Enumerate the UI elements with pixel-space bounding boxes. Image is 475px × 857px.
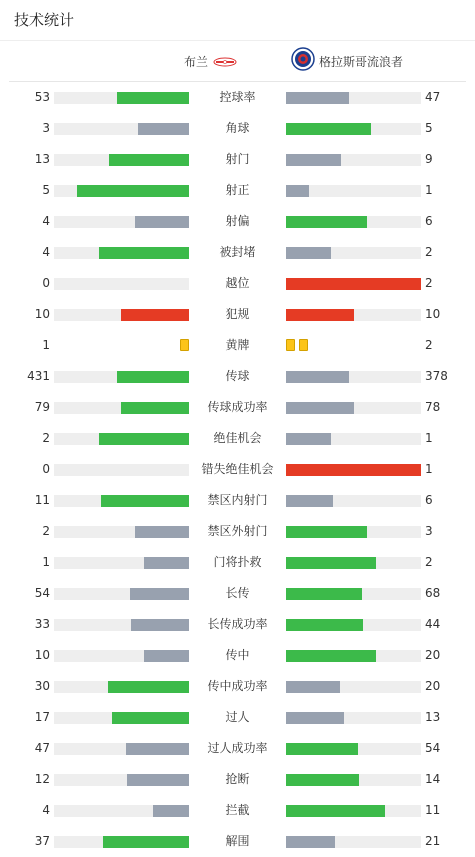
stat-row bbox=[0, 113, 475, 144]
home-stat-value: 53 bbox=[34, 90, 50, 104]
home-stat-bar-fill bbox=[112, 712, 189, 724]
home-stat-bar bbox=[54, 774, 189, 786]
away-stat-bar bbox=[286, 123, 421, 135]
away-stat-bar bbox=[286, 650, 421, 662]
away-stat-value: 47 bbox=[425, 90, 441, 104]
home-stat-bar-fill bbox=[135, 526, 189, 538]
stat-row bbox=[0, 640, 475, 671]
home-stat-bar-fill bbox=[138, 123, 189, 135]
away-stat-value: 3 bbox=[425, 524, 433, 538]
stat-row bbox=[0, 392, 475, 423]
away-stat-value: 10 bbox=[425, 307, 441, 321]
away-stat-value: 6 bbox=[425, 493, 433, 507]
away-stat-bar-fill bbox=[286, 216, 367, 228]
home-stat-bar bbox=[54, 650, 189, 662]
home-stat-value: 11 bbox=[34, 493, 50, 507]
away-stat-bar bbox=[286, 743, 421, 755]
away-stat-value: 21 bbox=[425, 834, 441, 848]
away-stat-value: 78 bbox=[425, 400, 441, 414]
home-stat-bar bbox=[54, 557, 189, 569]
stat-label: 过人 bbox=[225, 710, 250, 724]
away-yellow-cards bbox=[286, 339, 421, 353]
home-stat-bar bbox=[54, 402, 189, 414]
stat-label: 绝佳机会 bbox=[213, 431, 262, 445]
page-title: 技术统计 bbox=[0, 0, 475, 41]
stat-label: 抢断 bbox=[225, 772, 250, 786]
home-stat-bar-fill bbox=[144, 557, 189, 569]
away-stat-bar bbox=[286, 557, 421, 569]
away-stat-value: 20 bbox=[425, 679, 441, 693]
away-stat-value: 378 bbox=[425, 369, 448, 383]
home-stat-bar-fill bbox=[108, 681, 189, 693]
home-stat-bar-fill bbox=[130, 588, 189, 600]
away-stat-bar-fill bbox=[286, 526, 367, 538]
away-stat-bar-fill bbox=[286, 743, 358, 755]
home-stat-value: 4 bbox=[42, 214, 50, 228]
away-stat-bar bbox=[286, 309, 421, 321]
home-stat-bar bbox=[54, 123, 189, 135]
stat-label: 被封堵 bbox=[219, 245, 256, 259]
away-stat-value: 1 bbox=[425, 431, 433, 445]
home-stat-value: 37 bbox=[34, 834, 50, 848]
stat-row bbox=[0, 516, 475, 547]
stats-table bbox=[0, 82, 475, 857]
rangers-crest-icon bbox=[291, 47, 315, 75]
home-stat-bar-fill bbox=[101, 495, 189, 507]
away-stat-bar bbox=[286, 526, 421, 538]
away-stat-bar bbox=[286, 588, 421, 600]
away-stat-bar-fill bbox=[286, 92, 349, 104]
stat-row bbox=[0, 423, 475, 454]
home-stat-value: 2 bbox=[42, 524, 50, 538]
stat-label: 射正 bbox=[225, 183, 250, 197]
away-stat-bar-fill bbox=[286, 712, 344, 724]
home-stat-value: 1 bbox=[42, 555, 50, 569]
home-stat-bar bbox=[54, 433, 189, 445]
away-stat-bar-fill bbox=[286, 495, 333, 507]
stat-row bbox=[0, 361, 475, 392]
stat-label: 门将扑救 bbox=[213, 555, 262, 569]
away-stat-bar-fill bbox=[286, 247, 331, 259]
stat-label: 解围 bbox=[225, 834, 250, 848]
home-stat-bar bbox=[54, 185, 189, 197]
stat-label: 传球 bbox=[225, 369, 250, 383]
home-stat-value: 10 bbox=[34, 648, 50, 662]
away-stat-value: 9 bbox=[425, 152, 433, 166]
home-stat-value: 47 bbox=[34, 741, 50, 755]
away-team-name: 格拉斯哥流浪者 bbox=[319, 54, 404, 69]
away-stat-bar-fill bbox=[286, 619, 363, 631]
stat-row bbox=[0, 237, 475, 268]
away-stat-bar-fill bbox=[286, 774, 359, 786]
away-stat-bar bbox=[286, 247, 421, 259]
stat-row bbox=[0, 609, 475, 640]
stat-label: 越位 bbox=[225, 276, 250, 290]
home-stat-bar-fill bbox=[144, 650, 189, 662]
home-stat-bar bbox=[54, 681, 189, 693]
away-stat-value: 14 bbox=[425, 772, 441, 786]
away-stat-bar-fill bbox=[286, 433, 331, 445]
stat-row bbox=[0, 826, 475, 857]
away-stat-bar-fill bbox=[286, 650, 376, 662]
stat-row bbox=[0, 485, 475, 516]
away-stat-bar bbox=[286, 185, 421, 197]
home-stat-value: 2 bbox=[42, 431, 50, 445]
away-stat-bar-fill bbox=[286, 557, 376, 569]
stat-label: 过人成功率 bbox=[207, 741, 268, 755]
away-stat-value: 2 bbox=[425, 276, 433, 290]
home-stat-value: 13 bbox=[34, 152, 50, 166]
away-stat-bar bbox=[286, 774, 421, 786]
home-stat-bar-fill bbox=[121, 402, 189, 414]
stat-row bbox=[0, 206, 475, 237]
home-stat-bar-fill bbox=[103, 836, 189, 848]
away-stat-bar-fill bbox=[286, 278, 421, 290]
away-stat-bar bbox=[286, 278, 421, 290]
away-stat-bar-fill bbox=[286, 402, 354, 414]
home-stat-value: 33 bbox=[34, 617, 50, 631]
away-stat-value: 11 bbox=[425, 803, 441, 817]
home-stat-bar-fill bbox=[127, 774, 189, 786]
stat-row bbox=[0, 144, 475, 175]
teams-header bbox=[9, 41, 466, 82]
home-stat-value: 431 bbox=[27, 369, 50, 383]
home-stat-value: 5 bbox=[42, 183, 50, 197]
stat-label: 拦截 bbox=[225, 803, 250, 817]
home-stat-value: 79 bbox=[34, 400, 50, 414]
away-stat-value: 68 bbox=[425, 586, 441, 600]
away-stat-bar bbox=[286, 464, 421, 476]
home-stat-bar-fill bbox=[117, 92, 189, 104]
stat-label: 角球 bbox=[225, 121, 250, 135]
home-stat-bar-fill bbox=[135, 216, 189, 228]
home-stat-bar bbox=[54, 526, 189, 538]
home-yellow-cards bbox=[54, 339, 189, 353]
away-stat-bar bbox=[286, 154, 421, 166]
home-stat-bar bbox=[54, 154, 189, 166]
away-stat-bar bbox=[286, 619, 421, 631]
home-stat-bar bbox=[54, 216, 189, 228]
stat-label: 射偏 bbox=[225, 214, 250, 228]
home-stat-bar bbox=[54, 92, 189, 104]
away-stat-value: 2 bbox=[425, 338, 433, 352]
home-stat-value: 0 bbox=[42, 462, 50, 476]
home-stat-value: 4 bbox=[42, 245, 50, 259]
stat-label: 控球率 bbox=[219, 90, 256, 104]
away-stat-bar bbox=[286, 433, 421, 445]
away-stat-bar-fill bbox=[286, 154, 341, 166]
stat-label: 射门 bbox=[225, 152, 250, 166]
stat-row bbox=[0, 82, 475, 113]
away-stat-bar-fill bbox=[286, 681, 340, 693]
away-stat-value: 6 bbox=[425, 214, 433, 228]
stat-row bbox=[0, 702, 475, 733]
away-stat-bar bbox=[286, 805, 421, 817]
stat-row bbox=[0, 795, 475, 826]
home-stat-bar bbox=[54, 371, 189, 383]
away-stat-bar bbox=[286, 402, 421, 414]
away-stat-value: 13 bbox=[425, 710, 441, 724]
home-stat-bar bbox=[54, 805, 189, 817]
away-stat-value: 1 bbox=[425, 183, 433, 197]
stat-row bbox=[0, 578, 475, 609]
home-stat-bar-fill bbox=[99, 433, 189, 445]
home-stat-bar bbox=[54, 836, 189, 848]
stat-row bbox=[0, 268, 475, 299]
home-stat-bar-fill bbox=[99, 247, 189, 259]
away-team[interactable] bbox=[291, 41, 403, 81]
home-stat-bar bbox=[54, 743, 189, 755]
away-stat-value: 20 bbox=[425, 648, 441, 662]
home-stat-bar bbox=[54, 712, 189, 724]
stat-row bbox=[0, 547, 475, 578]
home-stat-bar bbox=[54, 247, 189, 259]
away-stat-bar bbox=[286, 681, 421, 693]
home-stat-bar-fill bbox=[109, 154, 189, 166]
home-stat-bar-fill bbox=[126, 743, 189, 755]
home-stat-value: 0 bbox=[42, 276, 50, 290]
home-stat-bar bbox=[54, 309, 189, 321]
away-stat-bar-fill bbox=[286, 836, 335, 848]
brann-crest-icon bbox=[213, 52, 237, 71]
home-stat-bar bbox=[54, 495, 189, 507]
home-stat-bar bbox=[54, 588, 189, 600]
home-stat-value: 12 bbox=[34, 772, 50, 786]
home-stat-value: 54 bbox=[34, 586, 50, 600]
stat-label: 犯规 bbox=[225, 307, 250, 321]
stat-label: 黄牌 bbox=[225, 338, 250, 352]
home-stat-bar-fill bbox=[117, 371, 189, 383]
home-stat-value: 10 bbox=[34, 307, 50, 321]
home-stat-value: 3 bbox=[42, 121, 50, 135]
home-stat-bar bbox=[54, 278, 189, 290]
away-stat-bar bbox=[286, 216, 421, 228]
away-stat-bar-fill bbox=[286, 185, 309, 197]
away-stat-value: 5 bbox=[425, 121, 433, 135]
home-stat-bar-fill bbox=[77, 185, 189, 197]
stat-row bbox=[0, 671, 475, 702]
home-stat-bar-fill bbox=[153, 805, 189, 817]
away-stat-bar-fill bbox=[286, 805, 385, 817]
away-stat-bar bbox=[286, 836, 421, 848]
away-stat-bar bbox=[286, 92, 421, 104]
away-stat-bar bbox=[286, 712, 421, 724]
away-stat-bar-fill bbox=[286, 123, 371, 135]
home-stat-bar-fill bbox=[121, 309, 189, 321]
home-stat-bar-fill bbox=[131, 619, 189, 631]
away-stat-value: 44 bbox=[425, 617, 441, 631]
away-stat-bar bbox=[286, 371, 421, 383]
stat-label: 传中成功率 bbox=[207, 679, 268, 693]
home-stat-bar bbox=[54, 464, 189, 476]
stat-label: 错失绝佳机会 bbox=[201, 462, 274, 476]
home-stat-value: 1 bbox=[42, 338, 50, 352]
stat-label: 禁区外射门 bbox=[207, 524, 268, 538]
stat-label: 传球成功率 bbox=[207, 400, 268, 414]
home-team[interactable] bbox=[9, 41, 237, 81]
away-stat-bar-fill bbox=[286, 588, 362, 600]
away-stat-value: 54 bbox=[425, 741, 441, 755]
away-stat-bar-fill bbox=[286, 371, 349, 383]
stat-row bbox=[0, 299, 475, 330]
stat-label: 长传成功率 bbox=[207, 617, 268, 631]
away-stat-value: 2 bbox=[425, 555, 433, 569]
yellow-card-icon bbox=[299, 339, 308, 351]
yellow-card-icon bbox=[180, 339, 189, 351]
away-stat-bar-fill bbox=[286, 309, 354, 321]
home-stat-bar bbox=[54, 619, 189, 631]
yellow-card-icon bbox=[286, 339, 295, 351]
away-stat-bar bbox=[286, 495, 421, 507]
away-stat-value: 2 bbox=[425, 245, 433, 259]
away-stat-value: 1 bbox=[425, 462, 433, 476]
stat-label: 禁区内射门 bbox=[207, 493, 268, 507]
home-stat-value: 4 bbox=[42, 803, 50, 817]
stat-row bbox=[0, 175, 475, 206]
home-stat-value: 17 bbox=[34, 710, 50, 724]
stat-label: 长传 bbox=[225, 586, 250, 600]
stat-row bbox=[0, 330, 475, 361]
stat-row bbox=[0, 764, 475, 795]
stat-label: 传中 bbox=[225, 648, 250, 662]
home-stat-value: 30 bbox=[34, 679, 50, 693]
home-team-name: 布兰 bbox=[183, 54, 208, 69]
away-stat-bar-fill bbox=[286, 464, 421, 476]
stat-row bbox=[0, 733, 475, 764]
stat-row bbox=[0, 454, 475, 485]
